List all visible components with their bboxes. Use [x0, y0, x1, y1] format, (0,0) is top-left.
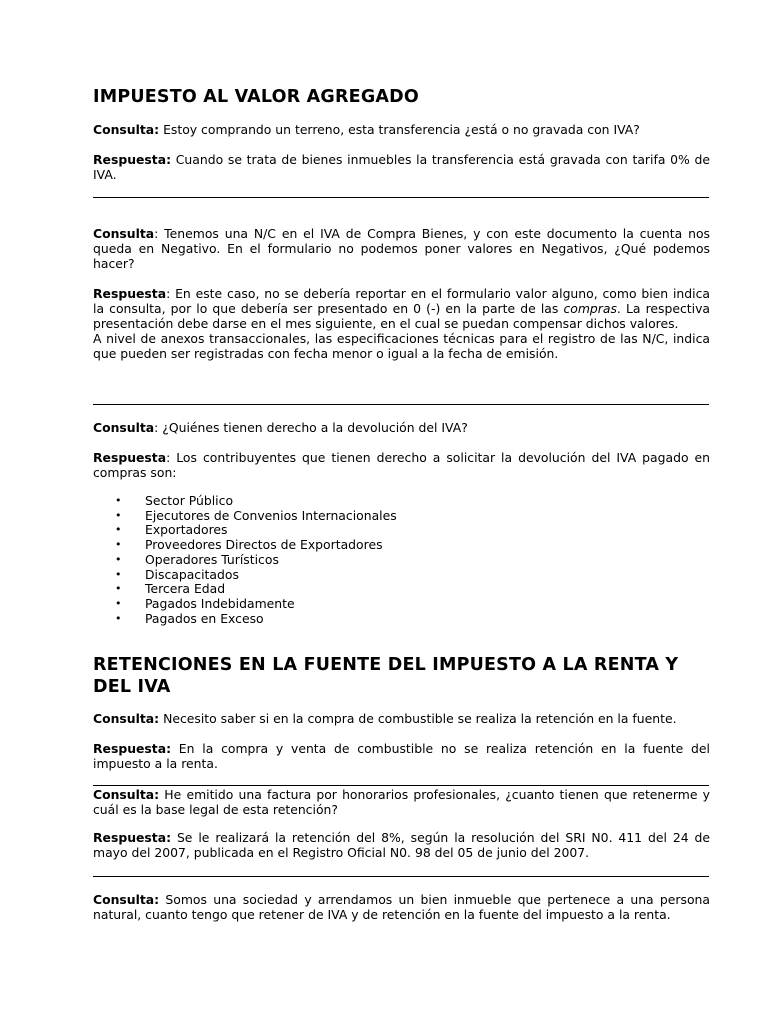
consulta-label: Consulta: — [93, 892, 160, 907]
respuesta-label: Respuesta: — [93, 830, 172, 845]
consulta-label: Consulta — [93, 226, 155, 241]
beneficiarios-list — [93, 494, 693, 626]
consulta-text: : Tenemos una N/C en el IVA de Compra Bienes, y con este documento la cuenta nos queda en Negativo. En el formulario no podemos poner valores en Negativos, ¿Qué podemos hacer? — [93, 226, 710, 271]
section-title-retenciones: RETENCIONES EN LA FUENTE DEL IMPUESTO A LA RENTA Y DEL IVA — [93, 655, 679, 697]
consulta-label: Consulta: — [93, 122, 160, 137]
bullet-icon: • — [115, 538, 122, 552]
respuesta-combustible — [93, 741, 710, 771]
consulta-text: Necesito saber si en la compra de combustible se realiza la retención en la fuente. — [159, 711, 677, 726]
bullet-icon: • — [115, 596, 122, 610]
consulta-combustible — [93, 711, 710, 726]
divider — [93, 404, 709, 405]
respuesta-label: Respuesta — [93, 286, 167, 301]
respuesta-label: Respuesta: — [93, 152, 172, 167]
respuesta-honorarios — [93, 830, 710, 860]
list-item: • Pagados Indebidamente — [115, 595, 295, 611]
respuesta-text: Cuando se trata de bienes inmuebles la transferencia está gravada con tarifa 0% de IVA. — [93, 152, 710, 182]
consulta-label: Consulta — [93, 420, 155, 435]
consulta-honorarios — [93, 787, 710, 817]
consulta-label: Consulta: — [93, 787, 160, 802]
respuesta-text-part1: : En este caso, no se debería reportar en el formulario valor alguno, como bien indica la consulta, por lo que debería ser presentado en 0 (-) en la parte de las — [93, 286, 710, 316]
list-item: • Ejecutores de Convenios Internacionales — [115, 507, 397, 523]
consulta-text: Estoy comprando un terreno, esta transferencia ¿está o no gravada con IVA? — [159, 122, 640, 137]
list-item: • Sector Público — [115, 493, 234, 508]
list-item: • Exportadores — [115, 522, 228, 538]
divider — [93, 785, 709, 786]
respuesta-text: Se le realizará la retención del 8%, según la resolución del SRI N0. 411 del 24 de mayo del 2007, publicada en el Registro Oficial N0. 98 del 05 de junio del 2007. — [93, 830, 710, 860]
consulta-devolucion — [93, 420, 710, 435]
list-item: • Tercera Edad — [115, 581, 226, 597]
consulta-text: : ¿Quiénes tienen derecho a la devolución del IVA? — [154, 420, 468, 435]
bullet-icon: • — [115, 494, 122, 507]
section-title-iva: IMPUESTO AL VALOR AGREGADO — [93, 87, 419, 107]
list-item: • Proveedores Directos de Exportadores — [115, 537, 383, 553]
consulta-text: He emitido una factura por honorarios profesionales, ¿cuanto tienen que retenerme y cuál es la base legal de esta retención? — [93, 787, 710, 817]
respuesta-devolucion — [93, 450, 710, 480]
respuesta-text: : Los contribuyentes que tienen derecho a solicitar la devolución del IVA pagado en compras son: — [93, 450, 710, 480]
respuesta-nc — [93, 286, 710, 361]
bullet-icon: • — [115, 552, 122, 566]
list-item: • Pagados en Exceso — [115, 610, 264, 626]
respuesta-label: Respuesta: — [93, 741, 172, 756]
list-item: • Operadores Turísticos — [115, 551, 279, 567]
consulta-arrendamiento — [93, 892, 710, 922]
divider — [93, 197, 709, 198]
respuesta-label: Respuesta — [93, 450, 167, 465]
divider — [93, 876, 709, 877]
respuesta-terreno — [93, 152, 710, 182]
respuesta-text-part2: . La respectiva presentación debe darse en el mes siguiente, en el cual se puedan compensar dichos valores. — [93, 301, 710, 331]
bullet-icon: • — [115, 508, 122, 522]
respuesta-text-part3: A nivel de anexos transaccionales, las especificaciones técnicas para el registro de las N/C, indica que pueden ser registradas con fecha menor o igual a la fecha de emisión. — [93, 331, 710, 361]
consulta-terreno — [93, 122, 710, 137]
bullet-icon: • — [115, 523, 122, 537]
list-item: • Discapacitados — [115, 566, 239, 582]
consulta-nc — [93, 226, 710, 271]
bullet-icon: • — [115, 611, 122, 625]
bullet-icon: • — [115, 567, 122, 581]
consulta-label: Consulta: — [93, 711, 160, 726]
respuesta-text-emphasis: compras — [563, 301, 617, 316]
bullet-icon: • — [115, 582, 122, 596]
consulta-text: Somos una sociedad y arrendamos un bien inmueble que pertenece a una persona natural, cuanto tengo que retener de IVA y de retención en la fuente del impuesto a la renta. — [93, 892, 710, 922]
respuesta-text: En la compra y venta de combustible no se realiza retención en la fuente del impuesto a la renta. — [93, 741, 710, 771]
